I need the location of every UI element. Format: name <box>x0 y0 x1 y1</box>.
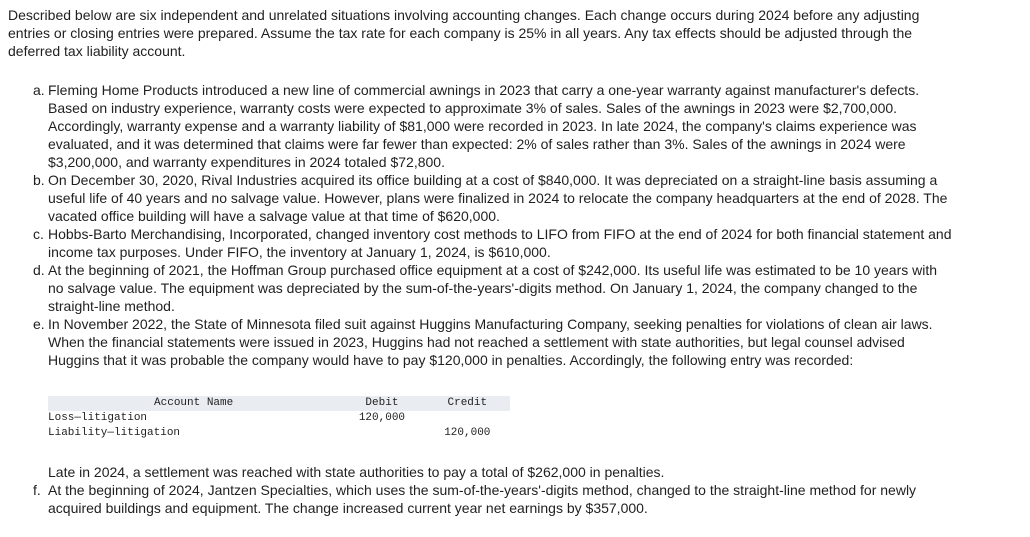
situation-e <box>8 315 953 369</box>
situation-text: In November 2022, the State of Minnesota filed suit against Huggins Manufacturing Company, seeking penalties for violations of clean air laws. When the financial statements were issued in 2023, Huggins had not reached a settlement with state authorities, but legal counsel advised Huggins that it was probable the company would have to pay $120,000 in penalties. Accordingly, the following entry was recorded: <box>48 316 933 368</box>
situation-text: On December 30, 2020, Rival Industries acquired its office building at a cost of $840,000. It was depreciated on a straight-line basis assuming a useful life of 40 years and no salvage value. However, plans were finalized in 2024 to relocate the company headquarters at the end of 2028. The vacated office building will have a salvage value at that time of $620,000. <box>48 172 948 224</box>
table-row <box>48 411 510 426</box>
journal-entry-table <box>48 396 510 441</box>
situation-text: At the beginning of 2024, Jantzen Specialties, which uses the sum-of-the-years'-digits method, changed to the straight-line method for newly acquired buildings and equipment. The change increased current year net earnings by $357,000. <box>48 482 917 516</box>
debit-header: Debit <box>339 396 424 411</box>
debit-cell: 120,000 <box>358 412 406 424</box>
debit-cell <box>339 426 424 441</box>
situation-a <box>8 81 953 171</box>
credit-cell: 120,000 <box>444 427 491 439</box>
situation-text: At the beginning of 2021, the Hoffman Group purchased office equipment at a cost of $242,000. Its useful life was estimated to be 10 years with no salvage value. The equipment was depreciated by the sum-of-the-years'-digits method. On January 1, 2024, the company changed to the straight-line method. <box>48 262 938 314</box>
account-cell: Liability—litigation <box>48 427 181 439</box>
intro-paragraph: Described below are six independent and unrelated situations involving accounting changes. Each change occurs during 2024 before any adjusting entries or closing entries were prepared. Assume the tax rate for each company is 25% in all years. Any tax effects should be adjusted through the deferred tax liability account. <box>8 7 920 59</box>
situation-f <box>8 481 953 517</box>
item-marker: c. <box>33 226 44 242</box>
situations-list-continued <box>8 481 1020 517</box>
account-cell: Loss—litigation <box>48 412 148 424</box>
item-marker: a. <box>33 82 45 98</box>
journal-entry <box>48 396 518 441</box>
credit-cell <box>425 411 510 426</box>
item-marker: e. <box>33 316 45 332</box>
situation-text: Fleming Home Products introduced a new line of commercial awnings in 2023 that carry a one-year warranty against manufacturer's defects. Based on industry experience, warranty costs were expected to approximate 3% of sales. Sales of the awnings in 2023 were $2,700,000. Accordingly, warranty expense and a warranty liability of $81,000 were recorded in 2023. In late 2024, the company's claims experience was evaluated, and it was determined that claims were far fewer than expected: 2% of sales rather than 3%. Sales of the awnings in 2024 were $3,200,000, and warranty expenditures in 2024 totaled $72,800. <box>48 82 920 170</box>
settlement-note: Late in 2024, a settlement was reached with state authorities to pay a total of $262,000 in penalties. <box>48 464 665 480</box>
situation-d <box>8 261 953 315</box>
situations-list <box>8 81 1020 369</box>
item-marker: f. <box>33 482 41 498</box>
account-name-header: Account Name <box>48 396 339 411</box>
item-marker: d. <box>33 262 45 278</box>
situation-text: Hobbs-Barto Merchandising, Incorporated, changed inventory cost methods to LIFO from FIFO at the end of 2024 for both financial statement and income tax purposes. Under FIFO, the inventory at January 1, 2024, is $610,000. <box>48 226 952 260</box>
problem-page <box>8 6 1020 517</box>
item-marker: b. <box>33 172 45 188</box>
journal-header-row <box>48 396 510 411</box>
situation-b <box>8 171 953 225</box>
table-row <box>48 426 510 441</box>
credit-header: Credit <box>425 396 510 411</box>
situation-c <box>8 225 953 261</box>
